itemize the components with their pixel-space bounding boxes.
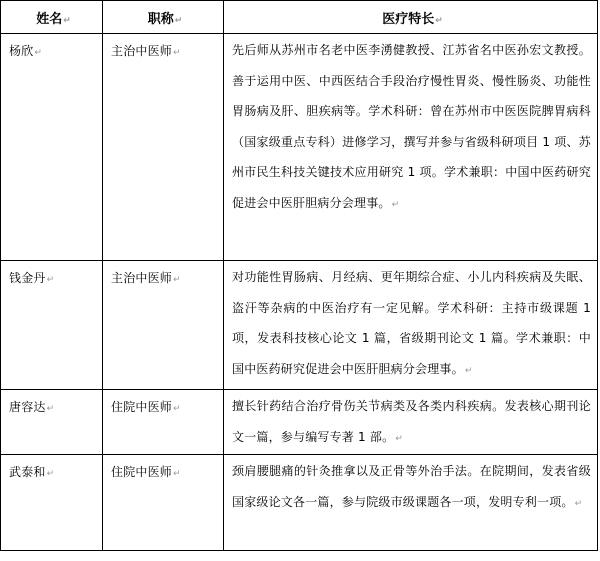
paragraph-mark: ↵: [34, 48, 43, 58]
paragraph-mark: ↵: [391, 199, 400, 210]
paragraph-mark: ↵: [46, 469, 55, 480]
paragraph-mark: ↵: [173, 469, 181, 480]
physician-title: 住院中医师: [111, 465, 173, 480]
cell-title: [103, 261, 224, 390]
paragraph-mark: ↵: [173, 48, 181, 58]
cell-name: [1, 390, 103, 455]
cell-specialty: [224, 455, 598, 551]
table-row: [1, 455, 598, 551]
header-title: [103, 1, 224, 34]
paragraph-mark: ↵: [435, 15, 443, 26]
paragraph-mark: ↵: [464, 365, 473, 376]
cell-name: [1, 34, 103, 261]
header-title-label: 职称: [147, 11, 174, 27]
cell-specialty: [224, 34, 598, 261]
paragraph-mark: ↵: [395, 433, 404, 444]
paragraph-mark: ↵: [46, 404, 55, 414]
paragraph-mark: ↵: [174, 15, 183, 26]
paragraph-mark: ↵: [574, 498, 583, 509]
cell-name: [1, 261, 103, 390]
physician-name: 唐容达: [9, 400, 46, 414]
physician-specialty: 先后师从苏州市名老中医李湧健教授、江苏省名中医孙宏文教授。善于运用中医、中西医结合手段治疗慢性胃炎、慢性肠炎、功能性胃肠病及肝、胆疾病等。学术科研：曾在苏州市中医医院脾胃病科（国家级重点专科）进修学习，撰写并参与省级科研项目 1 项、苏州市民生科技关键技术应用研究 1 项。学术兼职：中国中医药研究促进会中医肝胆病分会理事。: [232, 43, 591, 210]
cell-title: [103, 455, 224, 551]
physician-name: 武泰和: [9, 465, 46, 480]
header-specialty-label: 医疗特长: [382, 11, 435, 27]
cell-specialty: [224, 261, 598, 390]
cell-specialty: [224, 390, 598, 455]
physician-title: 住院中医师: [111, 400, 173, 414]
physician-title: 主治中医师: [111, 271, 173, 285]
table-header-row: [1, 1, 598, 34]
physician-title: 主治中医师: [111, 44, 173, 58]
physician-name: 杨欣: [9, 44, 34, 58]
header-name-label: 姓名: [36, 11, 63, 27]
paragraph-mark: ↵: [63, 15, 71, 26]
physician-name: 钱金丹: [9, 271, 46, 285]
table-row: [1, 390, 598, 455]
cell-title: [103, 390, 224, 455]
cell-name: [1, 455, 103, 551]
table-row: [1, 261, 598, 390]
header-specialty: [224, 1, 598, 34]
header-name: [1, 1, 103, 34]
table-row: [1, 34, 598, 261]
paragraph-mark: ↵: [46, 275, 55, 285]
physician-specialty: 对功能性胃肠病、月经病、更年期综合症、小儿内科疾病及失眠、盗汗等杂病的中医治疗有一定见解。学术科研：主持市级课题 1 项，发表科技核心论文 1 篇，省级期刊论文 1 篇。学术兼职：中国中医药研究促进会中医肝胆病分会理事。: [232, 270, 591, 376]
cell-title: [103, 34, 224, 261]
paragraph-mark: ↵: [173, 404, 181, 414]
physician-specialty: 颈肩腰腿痛的针灸推拿以及正骨等外治手法。在院期间，发表省级国家级论文各一篇，参与院级市级课题各一项，发明专利一项。: [232, 464, 591, 509]
paragraph-mark: ↵: [173, 275, 181, 285]
physician-specialty: 擅长针药结合治疗骨伤关节病类及各类内科疾病。发表核心期刊论文一篇，参与编写专著 1 部。: [232, 399, 591, 444]
